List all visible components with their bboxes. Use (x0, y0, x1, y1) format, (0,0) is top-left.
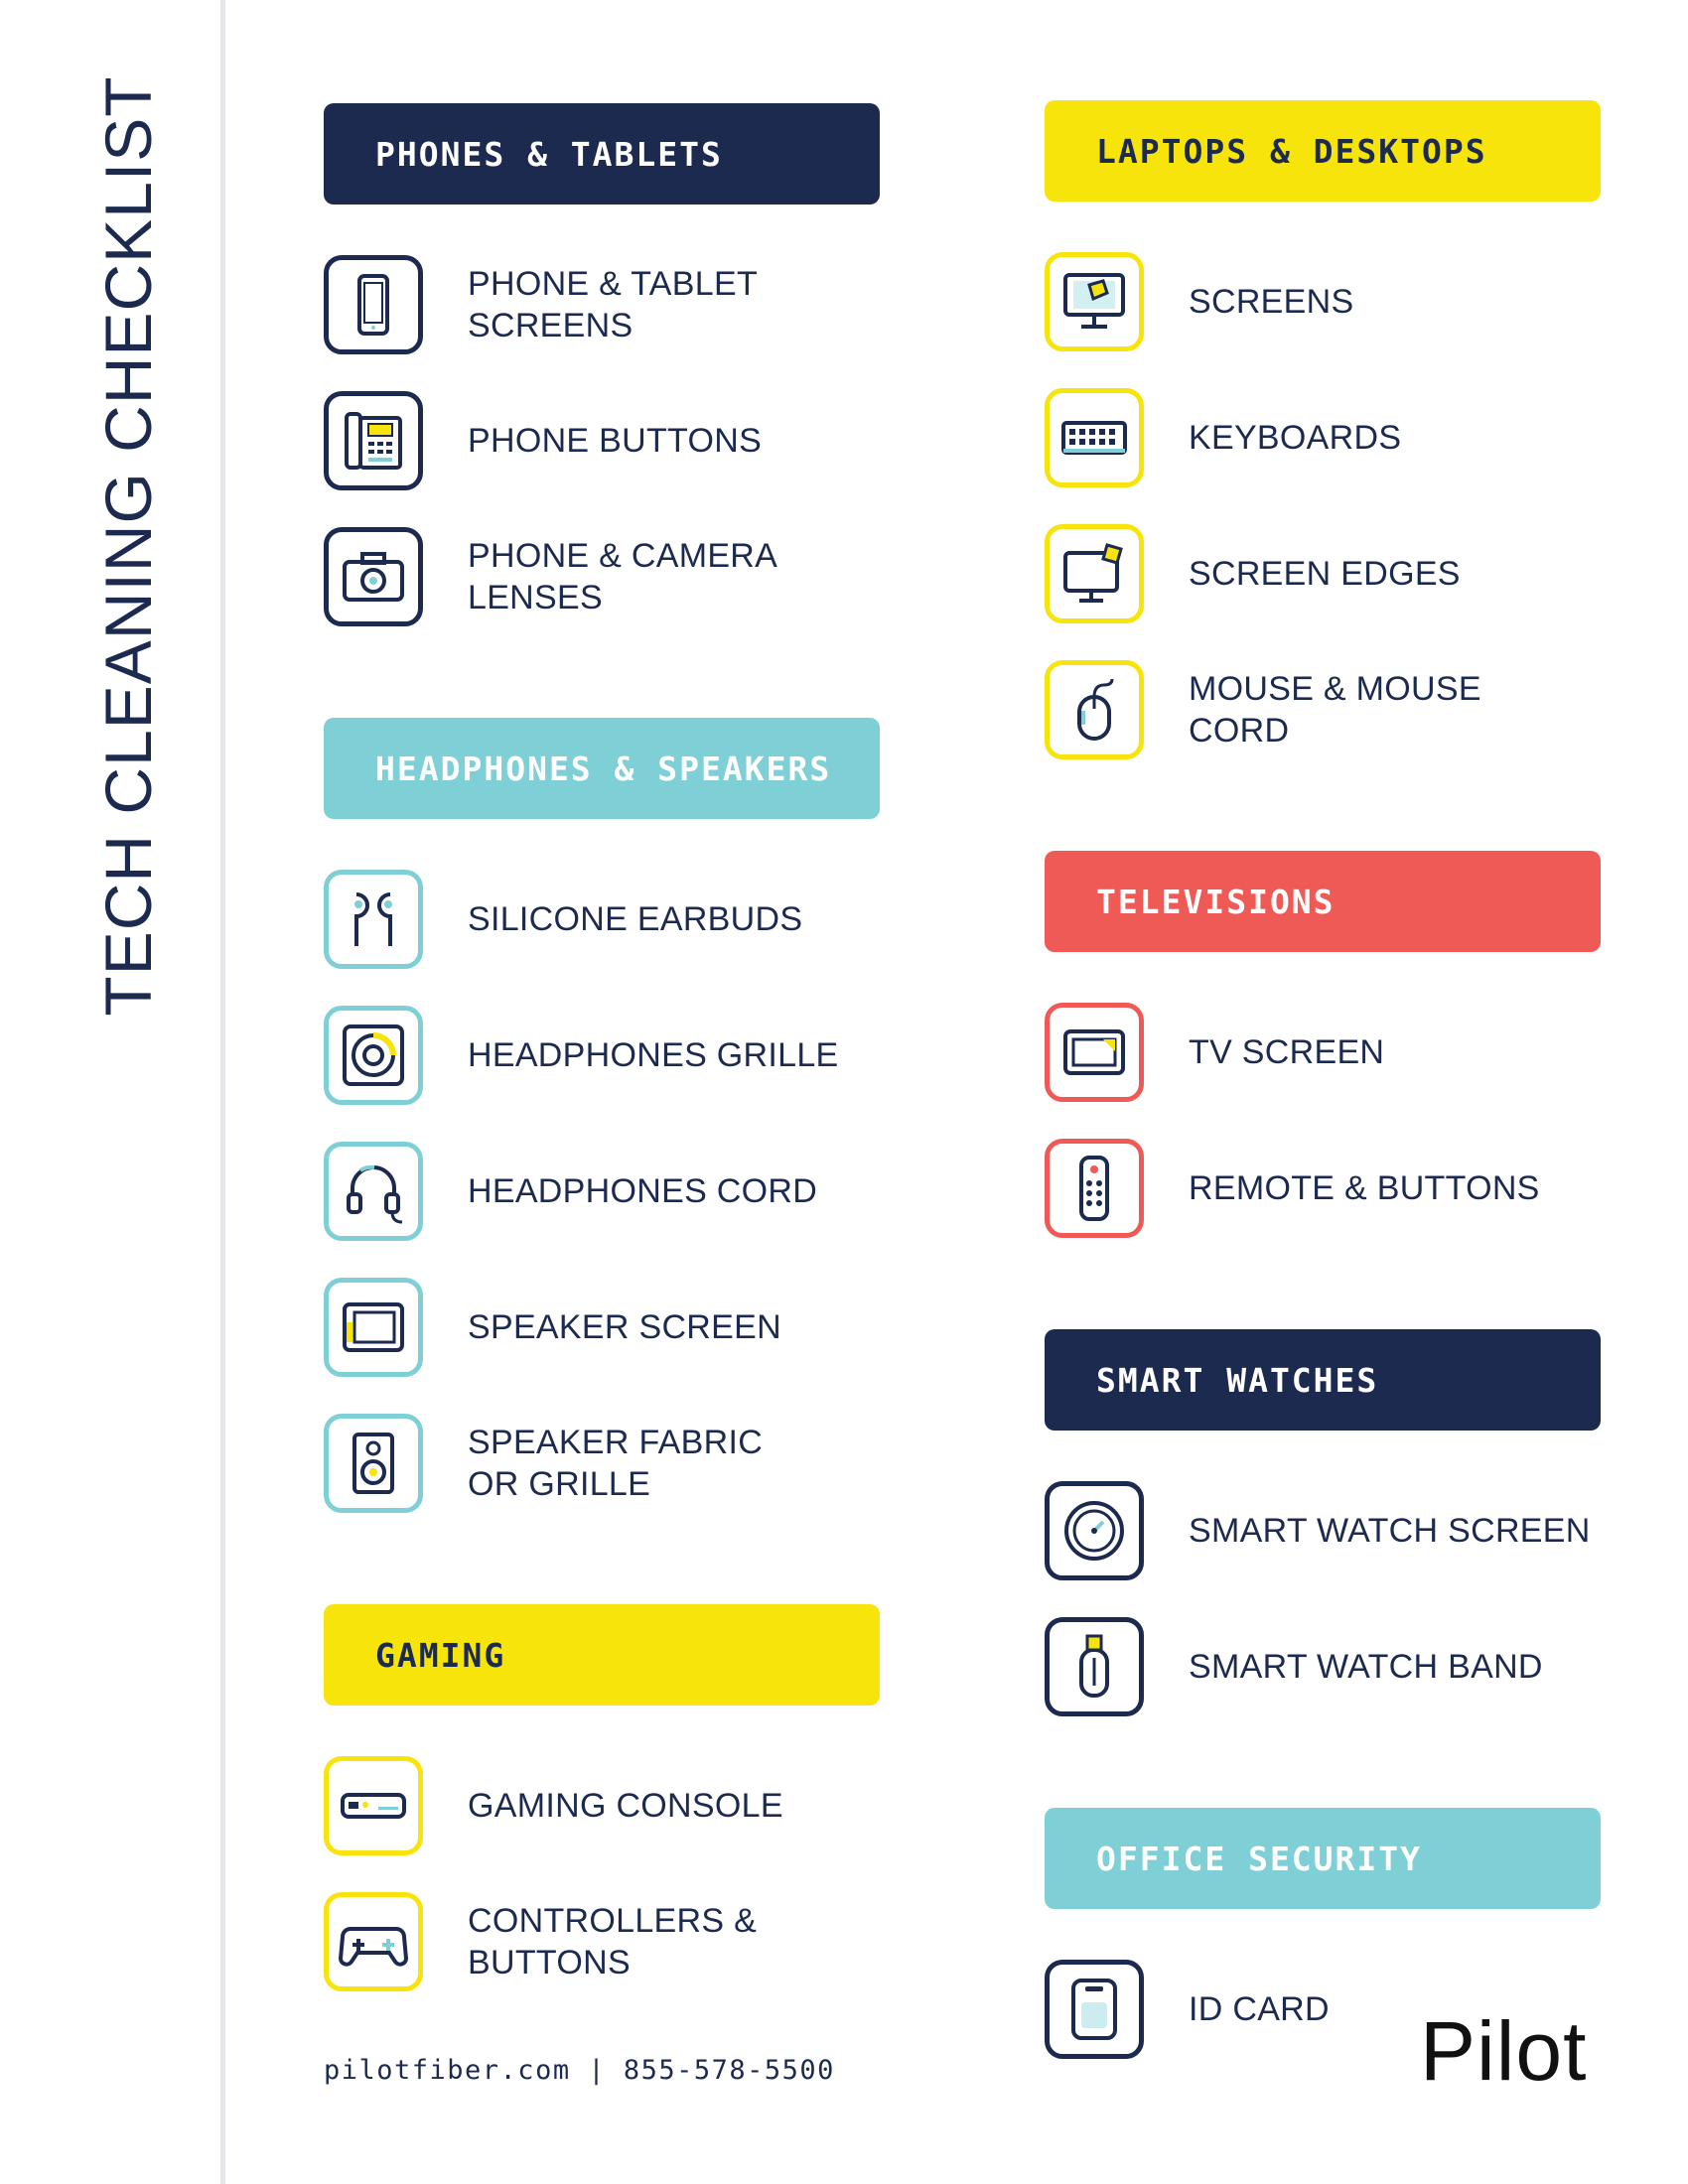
earbuds-icon (324, 870, 423, 969)
section-smart-watches (1045, 1329, 1601, 1734)
checklist-item (324, 1873, 880, 2009)
page-title: TECH CLEANING CHECKLIST (91, 75, 165, 1017)
section-heading: GAMING (324, 1604, 880, 1706)
checklist-item (324, 372, 880, 508)
checklist-item (324, 1123, 880, 1259)
gamepad-icon (324, 1892, 423, 1991)
item-label: GAMING CONSOLE (468, 1786, 783, 1825)
desk-phone-icon (324, 391, 423, 490)
item-label: SMART WATCH BAND (1189, 1647, 1543, 1686)
side-divider (220, 0, 225, 2184)
item-label: REMOTE & BUTTONS (1189, 1168, 1540, 1207)
speaker-grille-icon (324, 1006, 423, 1105)
item-label: PHONE & CAMERA LENSES (468, 536, 778, 616)
watch-band-icon (1045, 1617, 1144, 1716)
checklist-item (324, 1737, 880, 1873)
checklist-items (324, 236, 880, 644)
item-label: MOUSE & MOUSE CORD (1189, 669, 1481, 750)
item-label: SMART WATCH SCREEN (1189, 1511, 1591, 1550)
headset-icon (324, 1142, 423, 1241)
checklist-item (324, 987, 880, 1123)
item-label: SPEAKER FABRIC OR GRILLE (468, 1423, 764, 1503)
id-card-icon (1045, 1960, 1144, 2059)
checklist-item (324, 236, 880, 372)
tv-icon (1045, 1003, 1144, 1102)
monitor-cleaning-icon (1045, 252, 1144, 351)
speaker-icon (324, 1414, 423, 1513)
checklist-item (1045, 369, 1601, 505)
keyboard-icon (1045, 388, 1144, 487)
camera-icon (324, 527, 423, 626)
item-label: SCREEN EDGES (1189, 554, 1461, 593)
checklist-items (1045, 984, 1601, 1256)
section-heading: LAPTOPS & DESKTOPS (1045, 100, 1601, 202)
checklist-item (1045, 233, 1601, 369)
pilot-logo: Pilot (1420, 2004, 1588, 2098)
checklist-items (1045, 1462, 1601, 1734)
item-label: SILICONE EARBUDS (468, 899, 803, 938)
item-label: SCREENS (1189, 282, 1354, 321)
checklist-item (324, 851, 880, 987)
watch-face-icon (1045, 1481, 1144, 1580)
checklist-item (1045, 1462, 1601, 1598)
section-heading: TELEVISIONS (1045, 851, 1601, 952)
checklist-item (324, 508, 880, 644)
checklist-items (324, 1737, 880, 2009)
section-phones-tablets (324, 103, 880, 644)
checklist-item (324, 1259, 880, 1395)
section-heading: HEADPHONES & SPEAKERS (324, 718, 880, 819)
checklist-item (324, 1395, 880, 1531)
section-headphones-speakers (324, 718, 880, 1531)
item-label: KEYBOARDS (1189, 418, 1402, 457)
section-heading: SMART WATCHES (1045, 1329, 1601, 1431)
section-gaming (324, 1604, 880, 2009)
checklist-item (1045, 984, 1601, 1120)
checklist-item (1045, 505, 1601, 641)
remote-icon (1045, 1139, 1144, 1238)
section-heading: PHONES & TABLETS (324, 103, 880, 205)
item-label: PHONE BUTTONS (468, 421, 763, 460)
left-column (324, 103, 880, 2083)
monitor-edge-icon (1045, 524, 1144, 623)
checklist-item (1045, 1598, 1601, 1734)
speaker-screen-icon (324, 1278, 423, 1377)
item-label: TV SCREEN (1189, 1032, 1385, 1071)
item-label: ID CARD (1189, 1989, 1330, 2028)
contact-info: pilotfiber.com | 855-578-5500 (324, 2055, 835, 2086)
section-heading: OFFICE SECURITY (1045, 1808, 1601, 1909)
checklist-item (1045, 1120, 1601, 1256)
item-label: HEADPHONES GRILLE (468, 1035, 839, 1074)
right-column (1045, 100, 1601, 2150)
item-label: HEADPHONES CORD (468, 1171, 818, 1210)
checklist-items (1045, 233, 1601, 777)
mouse-icon (1045, 660, 1144, 759)
checklist-item (1045, 641, 1601, 777)
console-icon (324, 1756, 423, 1855)
item-label: CONTROLLERS & BUTTONS (468, 1901, 758, 1981)
item-label: SPEAKER SCREEN (468, 1307, 781, 1346)
smartphone-icon (324, 255, 423, 354)
item-label: PHONE & TABLET SCREENS (468, 264, 759, 344)
title-container (91, 75, 165, 1017)
checklist-items (324, 851, 880, 1531)
section-laptops-desktops (1045, 100, 1601, 777)
section-televisions (1045, 851, 1601, 1256)
